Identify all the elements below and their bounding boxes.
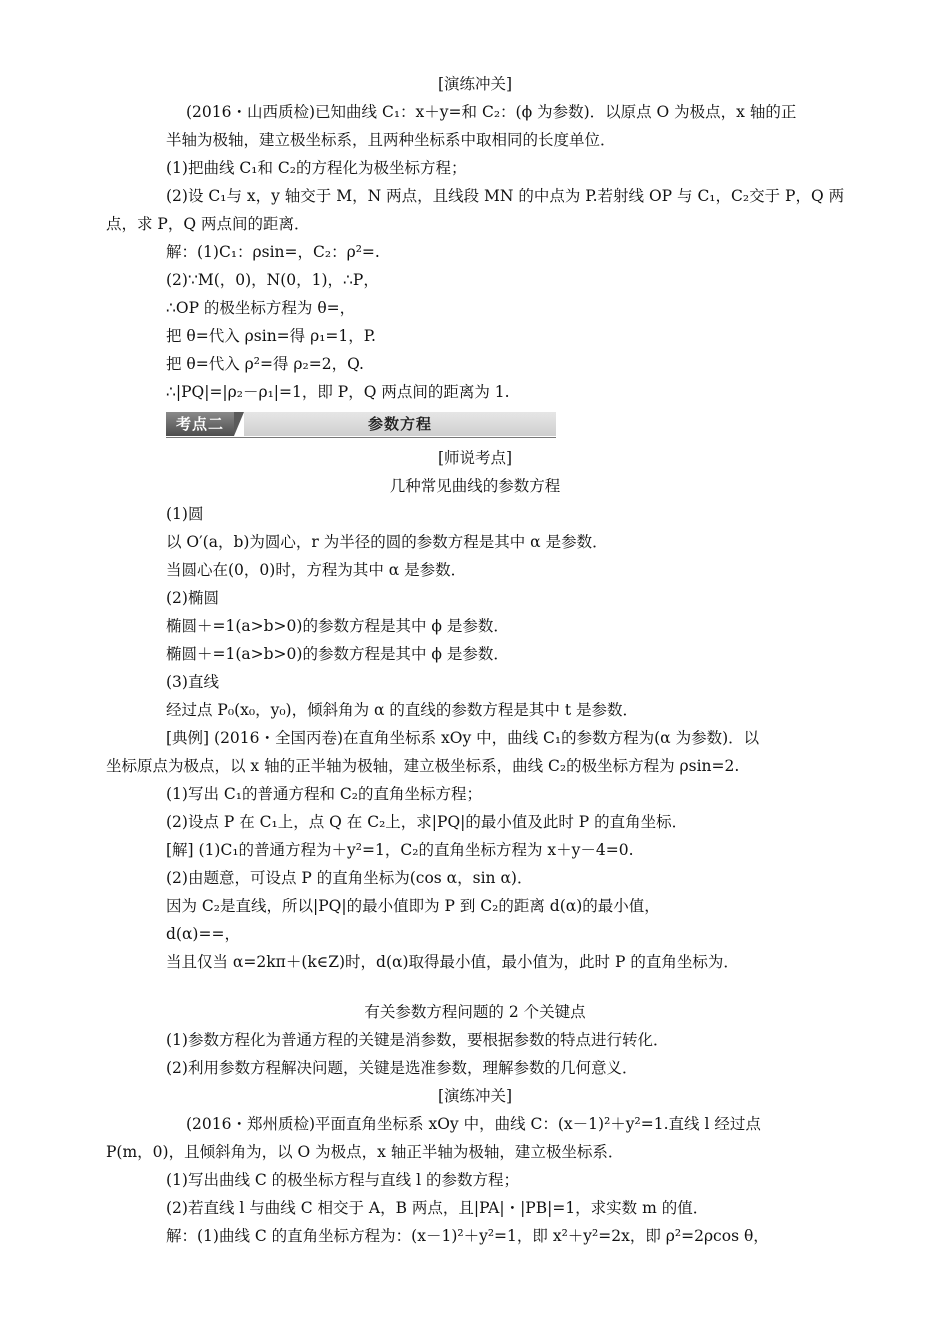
content-line: 椭圆＋=1(a>b>0)的参数方程是其中 ϕ 是参数． bbox=[166, 617, 509, 635]
problem-line: 点，求 P，Q 两点间的距离． bbox=[106, 215, 310, 233]
section-banner bbox=[166, 412, 556, 436]
section-heading-teacher: [师说考点] bbox=[437, 449, 513, 467]
problem-line: 半轴为极轴，建立极坐标系，且两种坐标系中取相同的长度单位． bbox=[166, 131, 616, 149]
solution-line: d(α)==， bbox=[166, 925, 240, 943]
topic-title: 几种常见曲线的参数方程 bbox=[389, 477, 561, 495]
problem-line: (2016・郑州质检)平面直角坐标系 xOy 中，曲线 C：(x－1)²＋y²=1.直线 l 经过点 bbox=[186, 1115, 761, 1133]
solution-line: 当且仅当 α=2kπ＋(k∈Z)时，d(α)取得最小值，最小值为，此时 P 的直角坐标为． bbox=[166, 953, 739, 971]
solution-line: ∴|PQ|=|ρ₂－ρ₁|=1，即 P，Q 两点间的距离为 1. bbox=[166, 383, 510, 401]
banner-title: 参数方程 bbox=[367, 415, 432, 433]
solution-line: 把 θ=代入 ρ²=得 ρ₂=2，Q. bbox=[166, 355, 364, 373]
content-line: 椭圆＋=1(a>b>0)的参数方程是其中 ϕ 是参数． bbox=[166, 645, 509, 663]
example-line: (2)设点 P 在 C₁上，点 Q 在 C₂上，求|PQ|的最小值及此时 P 的直角坐标． bbox=[166, 813, 688, 831]
key-points-title: 有关参数方程问题的 2 个关键点 bbox=[364, 1003, 586, 1021]
solution-line: (2)由题意，可设点 P 的直角坐标为(cos α，sin α)． bbox=[166, 869, 533, 887]
solution-line: 把 θ=代入 ρsin=得 ρ₁=1，P. bbox=[166, 327, 376, 345]
problem-line: (2)设 C₁与 x，y 轴交于 M，N 两点，且线段 MN 的中点为 P.若射线 OP 与 C₁，C₂交于 P，Q 两 bbox=[166, 187, 845, 205]
section-heading-practice: [演练冲关] bbox=[437, 75, 513, 93]
content-line: 当圆心在(0，0)时，方程为其中 α 是参数． bbox=[166, 561, 467, 579]
solution-line: ∴OP 的极坐标方程为 θ=， bbox=[166, 299, 356, 317]
solution-line: 解：(1)C₁：ρsin=，C₂：ρ²=. bbox=[166, 243, 380, 261]
section-heading-practice: [演练冲关] bbox=[437, 1087, 513, 1105]
content-line: 以 O′(a，b)为圆心，r 为半径的圆的参数方程是其中 α 是参数． bbox=[166, 533, 608, 551]
problem-line: P(m，0)，且倾斜角为，以 O 为极点，x 轴正半轴为极轴，建立极坐标系． bbox=[106, 1143, 624, 1161]
key-point-line: (1)参数方程化为普通方程的关键是消参数，要根据参数的特点进行转化． bbox=[166, 1031, 669, 1049]
banner-tag: 考点二 bbox=[166, 412, 234, 436]
content-line: (2)椭圆 bbox=[166, 589, 219, 607]
example-line: (1)写出 C₁的普通方程和 C₂的直角坐标方程； bbox=[166, 785, 482, 803]
example-line: 坐标原点为极点，以 x 轴的正半轴为极轴，建立极坐标系，曲线 C₂的极坐标方程为 ρsin=2. bbox=[106, 757, 740, 775]
banner-underline bbox=[166, 437, 556, 438]
solution-line: (2)∵M(，0)，N(0，1)，∴P， bbox=[166, 271, 379, 289]
solution-line: [解] (1)C₁的普通方程为＋y²=1，C₂的直角坐标方程为 x＋y－4=0. bbox=[166, 841, 634, 859]
problem-line: (2016・山西质检)已知曲线 C₁：x＋y=和 C₂：(ϕ 为参数)．以原点 O 为极点，x 轴的正 bbox=[186, 103, 797, 121]
key-point-line: (2)利用参数方程解决问题，关键是选准参数，理解参数的几何意义． bbox=[166, 1059, 638, 1077]
problem-line: (2)若直线 l 与曲线 C 相交于 A，B 两点，且|PA|・|PB|=1，求实数 m 的值． bbox=[166, 1199, 709, 1217]
problem-line: (1)写出曲线 C 的极坐标方程与直线 l 的参数方程； bbox=[166, 1171, 519, 1189]
problem-line: (1)把曲线 C₁和 C₂的方程化为极坐标方程； bbox=[166, 159, 467, 177]
content-line: (1)圆 bbox=[166, 505, 204, 523]
content-line: 经过点 P₀(x₀，y₀)，倾斜角为 α 的直线的参数方程是其中 t 是参数． bbox=[166, 701, 638, 719]
content-line: (3)直线 bbox=[166, 673, 219, 691]
solution-line: 解：(1)曲线 C 的直角坐标方程为：(x－1)²＋y²=1，即 x²＋y²=2x，即 ρ²=2ρcos θ， bbox=[166, 1227, 769, 1245]
solution-line: 因为 C₂是直线，所以|PQ|的最小值即为 P 到 C₂的距离 d(α)的最小值， bbox=[166, 897, 660, 915]
example-line: [典例] (2016・全国丙卷)在直角坐标系 xOy 中，曲线 C₁的参数方程为(α 为参数)．以 bbox=[166, 729, 760, 747]
